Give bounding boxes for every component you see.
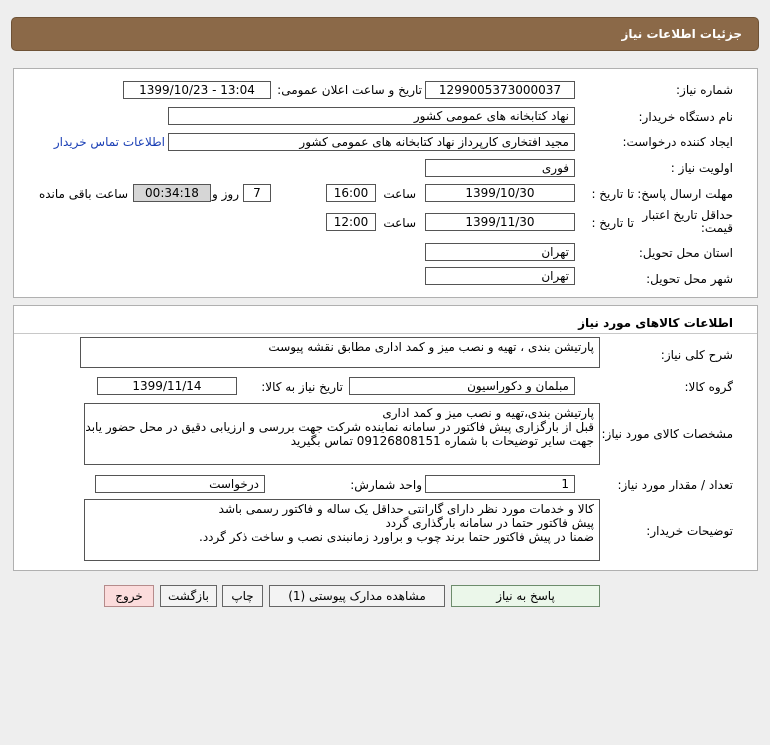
back-button[interactable]: بازگشت xyxy=(160,585,217,607)
remaining-time-field: 00:34:18 xyxy=(133,184,211,202)
buyer-notes-field xyxy=(84,499,600,561)
goods-specs-label: مشخصات کالای مورد نیاز: xyxy=(601,427,733,441)
validity-time-label: ساعت xyxy=(383,216,416,230)
need-info-panel xyxy=(13,68,758,298)
goods-specs-line: قبل از بارگزاری پیش فاکتور در سامانه نماینده شرکت جهت بررسی و ارزیابی دقیق در محل حضور یابد xyxy=(85,420,594,434)
deadline-time-field: 16:00 xyxy=(326,184,376,202)
validity-date-field: 1399/11/30 xyxy=(425,213,575,231)
deadline-label: مهلت ارسال پاسخ: xyxy=(637,187,733,201)
creator-label: ایجاد کننده درخواست: xyxy=(622,135,733,149)
need-number-label: شماره نیاز: xyxy=(676,83,733,97)
deadline-time-label: ساعت xyxy=(383,187,416,201)
priority-label: اولویت نیاز : xyxy=(670,161,733,175)
price-validity-label-1: حداقل تاریخ اعتبار xyxy=(642,208,733,222)
unit-field: درخواست xyxy=(95,475,265,493)
goods-specs-field xyxy=(84,403,600,465)
quantity-label: تعداد / مقدار مورد نیاز: xyxy=(617,478,733,492)
general-desc-label: شرح کلی نیاز: xyxy=(660,348,733,362)
buyer-org-field: نهاد کتابخانه های عمومی کشور xyxy=(168,107,575,125)
goods-specs-line: جهت سایر توضیحات با شماره 09126808151 تماس بگیرید xyxy=(290,434,594,448)
deadline-until-label: تا تاریخ : xyxy=(591,187,634,201)
remaining-time-label: ساعت باقی مانده xyxy=(38,187,128,201)
province-field: تهران xyxy=(425,243,575,261)
buyer-notes-line: ضمنا در پیش فاکتور حتما برند چوب و براورد زمانبندی نصب و ساخت ذکر گردد. xyxy=(199,530,594,544)
goods-group-label: گروه کالا: xyxy=(684,380,733,394)
buyer-notes-line: پیش فاکتور حتما در سامانه بارگذاری گردد xyxy=(385,516,594,530)
goods-section-title: اطلاعات کالاهای مورد نیاز xyxy=(578,316,733,330)
priority-field: فوری xyxy=(425,159,575,177)
goods-section-divider xyxy=(14,333,757,334)
city-field: تهران xyxy=(425,267,575,285)
quantity-field: 1 xyxy=(425,475,575,493)
announce-datetime-field: 1399/10/23 - 13:04 xyxy=(123,81,271,99)
city-label: شهر محل تحویل: xyxy=(646,272,733,286)
province-label: استان محل تحویل: xyxy=(638,246,733,260)
need-date-field: 1399/11/14 xyxy=(97,377,237,395)
respond-button[interactable]: پاسخ به نیاز xyxy=(451,585,600,607)
general-desc-field xyxy=(80,337,600,368)
goods-group-field: مبلمان و دکوراسیون xyxy=(349,377,575,395)
print-button[interactable]: چاپ xyxy=(222,585,263,607)
buyer-org-label: نام دستگاه خریدار: xyxy=(638,110,733,124)
buyer-contact-link[interactable]: اطلاعات تماس خریدار xyxy=(53,135,165,149)
view-attachments-button[interactable]: مشاهده مدارک پیوستی (1) xyxy=(269,585,445,607)
days-remaining-field: 7 xyxy=(243,184,271,202)
goods-specs-line: پارتیشن بندی،تهیه و نصب میز و کمد اداری xyxy=(382,406,594,420)
announce-datetime-label: تاریخ و ساعت اعلان عمومی: xyxy=(277,83,422,97)
buyer-notes-line: کالا و خدمات مورد نظر دارای گارانتی حداقل یک ساله و فاکتور رسمی باشد xyxy=(218,502,594,516)
general-desc-text: پارتیشن بندی ، تهیه و نصب میز و کمد اداری مطابق نقشه پیوست xyxy=(268,340,594,354)
price-validity-label-2: قیمت: xyxy=(700,221,733,235)
need-date-label: تاریخ نیاز به کالا: xyxy=(261,380,343,394)
days-label: روز و xyxy=(212,187,239,201)
need-number-field: 1299005373000037 xyxy=(425,81,575,99)
exit-button[interactable]: خروج xyxy=(104,585,154,607)
validity-until-label: تا تاریخ : xyxy=(591,216,634,230)
page-title: جزئیات اطلاعات نیاز xyxy=(621,27,742,41)
deadline-date-field: 1399/10/30 xyxy=(425,184,575,202)
unit-label: واحد شمارش: xyxy=(350,478,422,492)
page-header xyxy=(11,17,759,51)
creator-field: مجید افتخاری کارپرداز نهاد کتابخانه های عمومی کشور xyxy=(168,133,575,151)
validity-time-field: 12:00 xyxy=(326,213,376,231)
buyer-notes-label: توضیحات خریدار: xyxy=(646,524,733,538)
